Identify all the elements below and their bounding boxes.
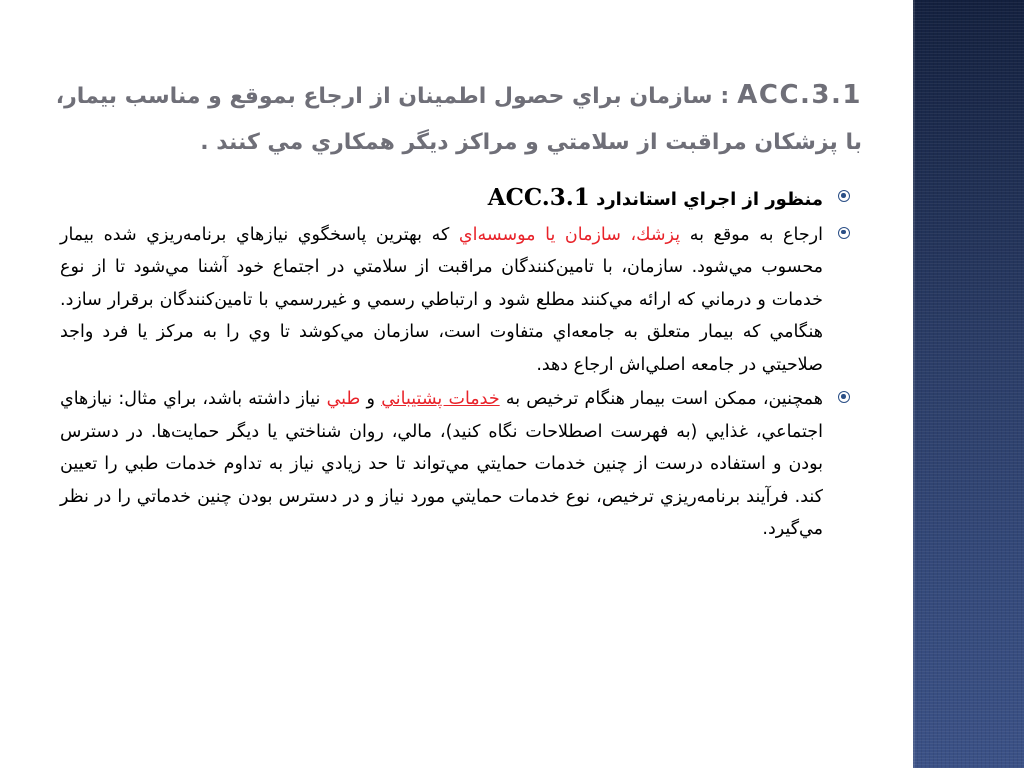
- referral-text-start: ارجاع به موقع به: [689, 224, 823, 245]
- bullet-item-referral: [60, 219, 850, 382]
- referral-text-rest: كه بهترين پاسخگوي نيازهاي برنامه‌ريزي شده بيمار محسوب مي‌شود. سازمان، با تامين‌كنندگان مراقبت از سلامتي در اجتماع خود آشنا مي‌شود تا از نوع خدمات و درماني كه ارائه مي‌كنند مطلع شود و ارتباطي رسمي و غيررسمي با تامين‌كنندگان برقرار سازد. هنگامي كه بيمار متعلق به جامعه‌اي متفاوت است، سازمان مي‌كوشد تا وي را به مركز يا فرد واجد صلاحيتي در جامعه اصلي‌اش ارجاع دهد.: [60, 224, 823, 375]
- purpose-standard-code: ACC.3.1: [487, 184, 590, 211]
- support-services-link[interactable]: خدمات پشتيباني: [381, 389, 500, 409]
- bullet-item-purpose: [60, 182, 850, 217]
- title-standard-code: ACC.3.1: [737, 80, 862, 110]
- discharge-text-rest: نياز داشته باشد، براي مثال: نيازهاي اجتماعي، غذايي (به فهرست اصطلاحات نگاه كنيد)، مالي، روان شناختي يا ديگر حمايت‌ها. در دسترس بودن و استفاده درست از چنين خدمات حمايتي مي‌تواند تا حد زيادي نياز به تداوم خدمات طبي را تعيين كند. فرآيند برنامه‌ريزي ترخيص، نوع خدمات حمايتي مورد نياز و در دسترس بودن چنين خدماتي را در نظر مي‌گيرد.: [60, 389, 823, 539]
- purpose-heading-text: منظور از اجراي استاندارد: [596, 189, 823, 210]
- referral-highlight: پزشك، سازمان يا موسسه‌اي: [458, 224, 681, 245]
- bullet-item-discharge: [60, 383, 850, 546]
- medical-services-link[interactable]: طبي: [326, 389, 361, 409]
- discharge-text-start: همچنين، ممكن است بيمار هنگام ترخيص به: [505, 389, 823, 409]
- title-separator: :: [712, 84, 738, 109]
- discharge-connector: و: [366, 389, 382, 409]
- side-decoration-band: [913, 0, 1024, 768]
- bullet-circle-icon: [838, 227, 850, 239]
- bullet-circle-icon: [838, 190, 850, 202]
- slide-title: [50, 72, 862, 166]
- slide-content: [60, 182, 850, 548]
- bullet-circle-icon: [838, 391, 850, 403]
- title-text: سازمان براي حصول اطمينان از ارجاع بموقع و مناسب بيمار، با پزشكان مراقبت از سلامتي و مراكز ديگر همكاري مي كنند .: [55, 84, 862, 155]
